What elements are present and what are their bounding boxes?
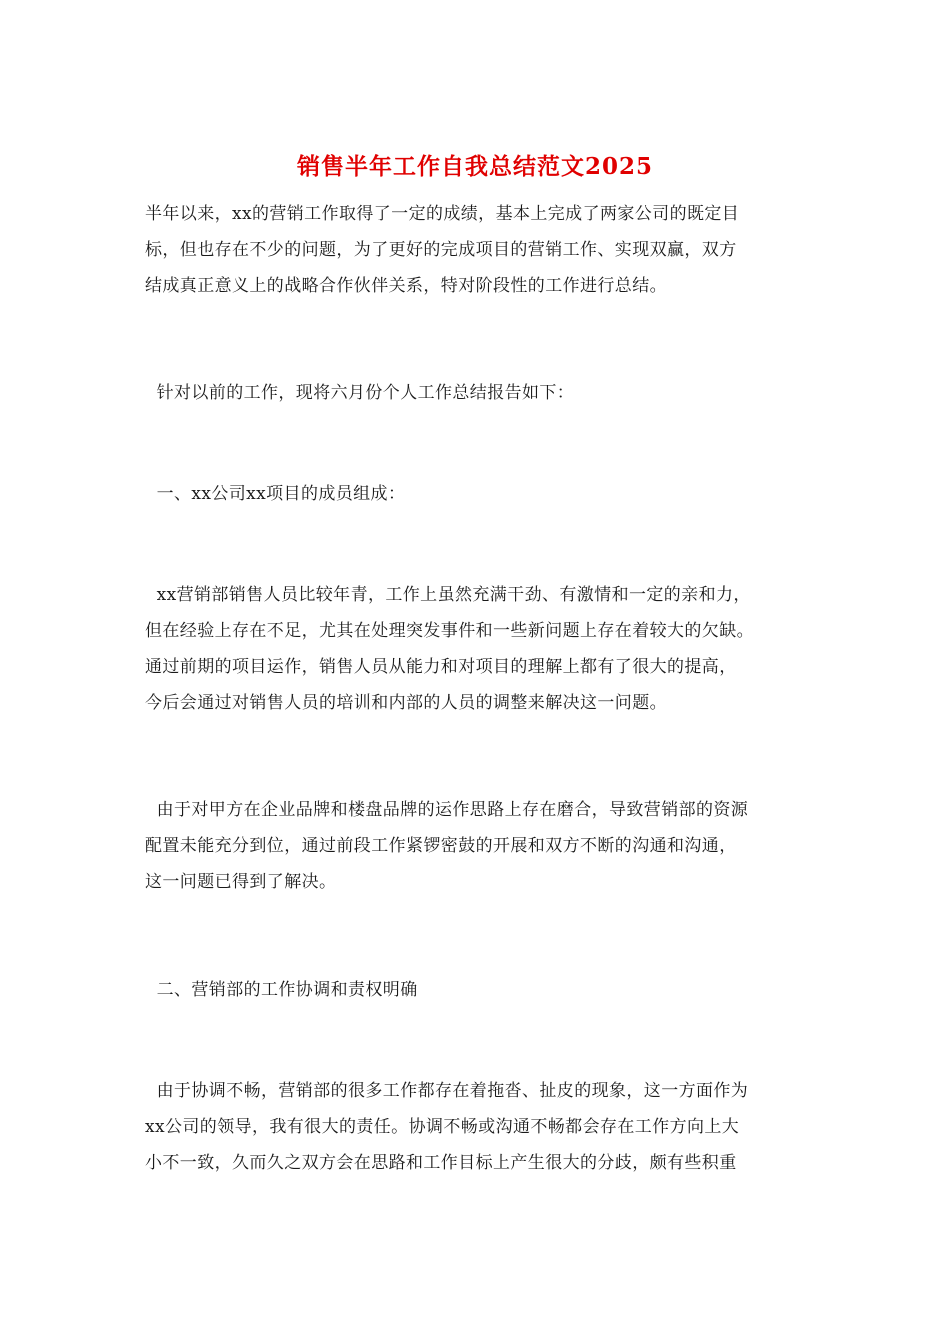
paragraph-line: 由于协调不畅，营销部的很多工作都存在着拖沓、扯皮的现象，这一方面作为: [145, 1081, 749, 1101]
paragraph-report-lead: [145, 375, 815, 411]
paragraph-line: 小不一致，久而久之双方会在思路和工作目标上产生很大的分歧，颇有些积重: [145, 1153, 737, 1173]
paragraph-line: 今后会通过对销售人员的培训和内部的人员的调整来解决这一问题。: [145, 693, 667, 713]
paragraph-line: 但在经验上存在不足，尤其在处理突发事件和一些新问题上存在着较大的欠缺。: [145, 621, 754, 641]
paragraph-resources: [145, 792, 815, 900]
paragraph-team: [145, 577, 815, 721]
paragraph-intro: [145, 196, 815, 304]
paragraph-line: 通过前期的项目运作，销售人员从能力和对项目的理解上都有了很大的提高，: [145, 657, 737, 677]
document-title: 销售半年工作自我总结范文2025: [296, 153, 653, 180]
paragraph-line: 由于对甲方在企业品牌和楼盘品牌的运作思路上存在磨合，导致营销部的资源: [145, 800, 749, 820]
paragraph-line: 针对以前的工作，现将六月份个人工作总结报告如下：: [145, 383, 575, 403]
paragraph-line: 结成真正意义上的战略合作伙伴关系，特对阶段性的工作进行总结。: [145, 276, 667, 296]
paragraph-line: 这一问题已得到了解决。: [145, 872, 337, 892]
paragraph-line: xx公司的领导，我有很大的责任。协调不畅或沟通不畅都会存在工作方向上大: [145, 1117, 740, 1137]
section-heading-1: [145, 476, 815, 512]
paragraph-line: xx营销部销售人员比较年青，工作上虽然充满干劲、有激情和一定的亲和力，: [145, 585, 751, 605]
paragraph-line: 一、xx公司xx项目的成员组成：: [145, 484, 406, 504]
paragraph-line: 半年以来，xx的营销工作取得了一定的成绩，基本上完成了两家公司的既定目: [145, 204, 740, 224]
paragraph-line: 二、营销部的工作协调和责权明确: [145, 980, 418, 1000]
paragraph-coordination: [145, 1073, 815, 1181]
paragraph-line: 标，但也存在不少的问题，为了更好的完成项目的营销工作、实现双赢，双方: [145, 240, 737, 260]
section-heading-2: [145, 972, 815, 1008]
paragraph-line: 配置未能充分到位，通过前段工作紧锣密鼓的开展和双方不断的沟通和沟通，: [145, 836, 737, 856]
